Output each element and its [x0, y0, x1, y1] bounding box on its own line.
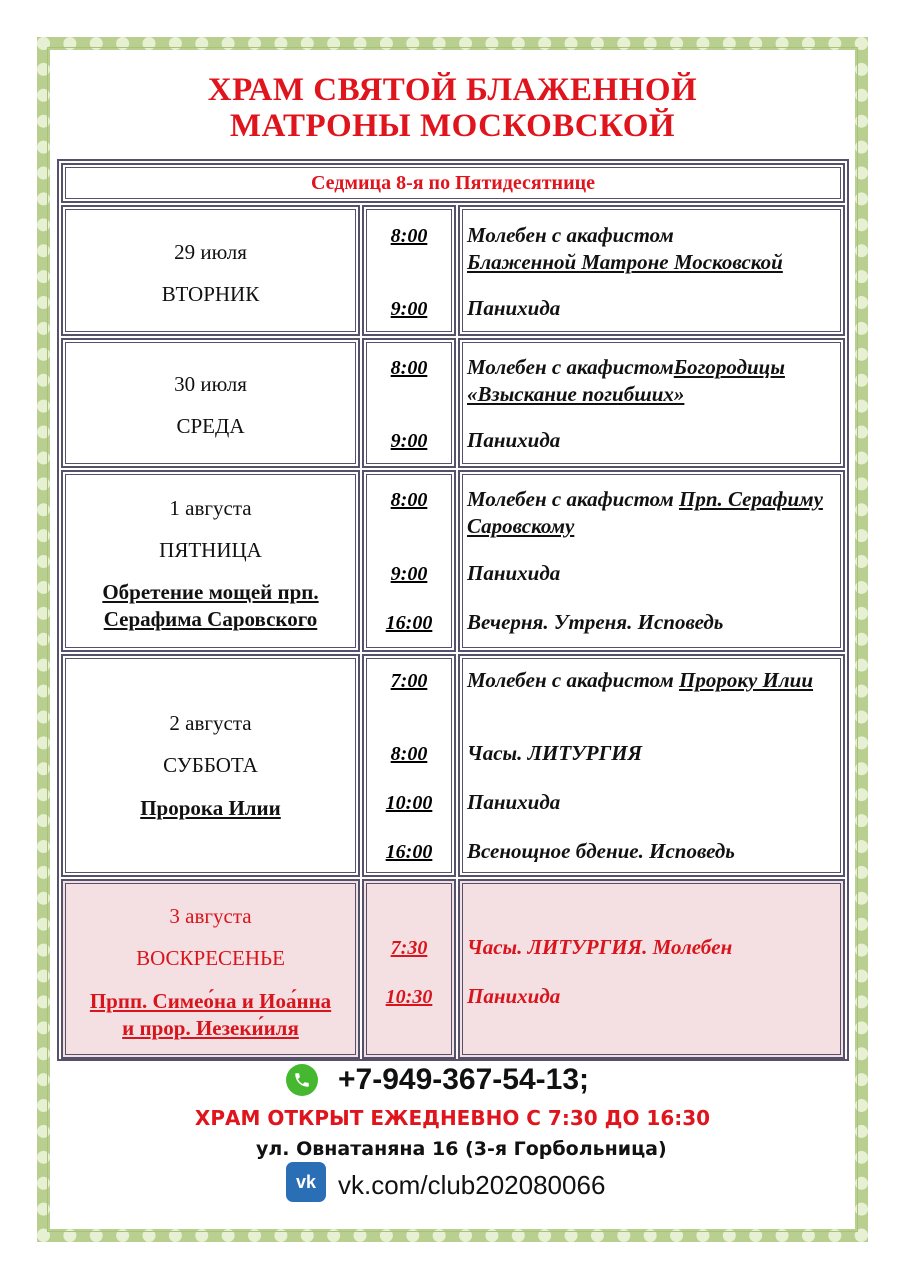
service-text: Панихида	[467, 296, 561, 320]
service-cell	[458, 879, 845, 1059]
service-time: 7:00	[390, 670, 428, 692]
service-text: Панихида	[467, 561, 561, 585]
day-cell	[61, 654, 360, 877]
schedule-table	[57, 159, 849, 1061]
time-cell	[362, 205, 456, 336]
day-weekday: ПЯТНИЦА	[159, 538, 262, 562]
feast-line: Серафима Саровского	[103, 607, 318, 631]
day-feast	[63, 988, 358, 1042]
service-dedication: Прп. Серафиму Саровскому	[467, 487, 823, 538]
feast-line: Обретение мощей прп.	[102, 580, 319, 604]
service-time: 10:30	[385, 986, 433, 1008]
day-date: 2 августа	[169, 711, 252, 735]
service-name: Молебен с акафистом	[467, 668, 679, 692]
day-date: 3 августа	[169, 904, 252, 928]
service-text	[467, 354, 839, 408]
day-cell	[61, 205, 360, 336]
service-time: 9:00	[390, 430, 428, 452]
title-line-1: ХРАМ СВЯТОЙ БЛАЖЕННОЙ	[207, 72, 698, 108]
address: ул. Овнатаняна 16 (3-я Горбольница)	[256, 1138, 667, 1160]
week-label: Седмица 8-я по Пятидесятнице	[61, 163, 845, 203]
service-time: 9:00	[390, 563, 428, 585]
time-cell	[362, 470, 456, 652]
service-time: 8:00	[390, 357, 428, 379]
vk-row	[286, 1162, 605, 1202]
service-name: Молебен с акафистом	[467, 355, 674, 379]
time-cell	[362, 879, 456, 1059]
phone-row	[286, 1063, 589, 1097]
service-cell	[458, 205, 845, 336]
day-weekday: ВОСКРЕСЕНЬЕ	[136, 946, 285, 970]
phone-number[interactable]: +7-949-367-54-13;	[338, 1063, 590, 1096]
day-cell	[61, 338, 360, 468]
service-time: 9:00	[390, 298, 428, 320]
vk-link[interactable]: vk.com/club202080066	[338, 1169, 606, 1200]
day-cell-sunday	[61, 879, 360, 1059]
day-weekday: СУББОТА	[163, 753, 258, 777]
day-date: 29 июля	[174, 240, 247, 264]
service-text: Часы. ЛИТУРГИЯ	[467, 741, 643, 765]
service-time: 7:30	[390, 937, 428, 959]
vk-icon: vk	[286, 1162, 326, 1202]
phone-icon	[286, 1064, 318, 1096]
day-date: 1 августа	[169, 496, 252, 520]
day-cell	[61, 470, 360, 652]
day-weekday: ВТОРНИК	[161, 282, 260, 306]
opening-hours: ХРАМ ОТКРЫТ ЕЖЕДНЕВНО С 7:30 ДО 16:30	[194, 1106, 711, 1130]
service-name: Молебен с акафистом	[467, 223, 674, 247]
service-text: Часы. ЛИТУРГИЯ. Молебен	[467, 935, 733, 959]
service-dedication: Богородицы «Взыскание погибших»	[467, 355, 785, 406]
service-time: 16:00	[385, 841, 433, 863]
service-cell	[458, 654, 845, 877]
service-text: Всенощное бдение. Исповедь	[467, 839, 735, 863]
service-name: Молебен с акафистом	[467, 487, 679, 511]
title-line-2: МАТРОНЫ МОСКОВСКОЙ	[229, 108, 676, 144]
service-time: 8:00	[390, 743, 428, 765]
day-feast	[63, 579, 358, 633]
service-time: 8:00	[390, 225, 428, 247]
service-time: 10:00	[385, 792, 433, 814]
service-text	[467, 222, 839, 276]
service-text: Панихида	[467, 984, 561, 1008]
service-dedication: Пророку Илии	[679, 668, 814, 692]
service-cell	[458, 338, 845, 468]
service-cell	[458, 470, 845, 652]
service-time: 16:00	[385, 612, 433, 634]
day-date: 30 июля	[174, 372, 247, 396]
service-dedication: Блаженной Матроне Московской	[467, 250, 783, 274]
service-text: Панихида	[467, 428, 561, 452]
day-feast: Пророка Илии	[140, 796, 281, 820]
service-text: Панихида	[467, 790, 561, 814]
service-text: Вечерня. Утреня. Исповедь	[467, 610, 724, 634]
service-text	[467, 667, 839, 694]
time-cell	[362, 654, 456, 877]
feast-line: Прпп. Симео́на и Иоа́нна	[89, 989, 332, 1013]
feast-line: и прор. Иезеки́иля	[122, 1016, 299, 1040]
service-time: 8:00	[390, 489, 428, 511]
time-cell	[362, 338, 456, 468]
service-text	[467, 486, 839, 540]
day-weekday: СРЕДА	[176, 414, 245, 438]
page-title	[0, 72, 905, 144]
phone-handset-icon	[293, 1071, 311, 1089]
